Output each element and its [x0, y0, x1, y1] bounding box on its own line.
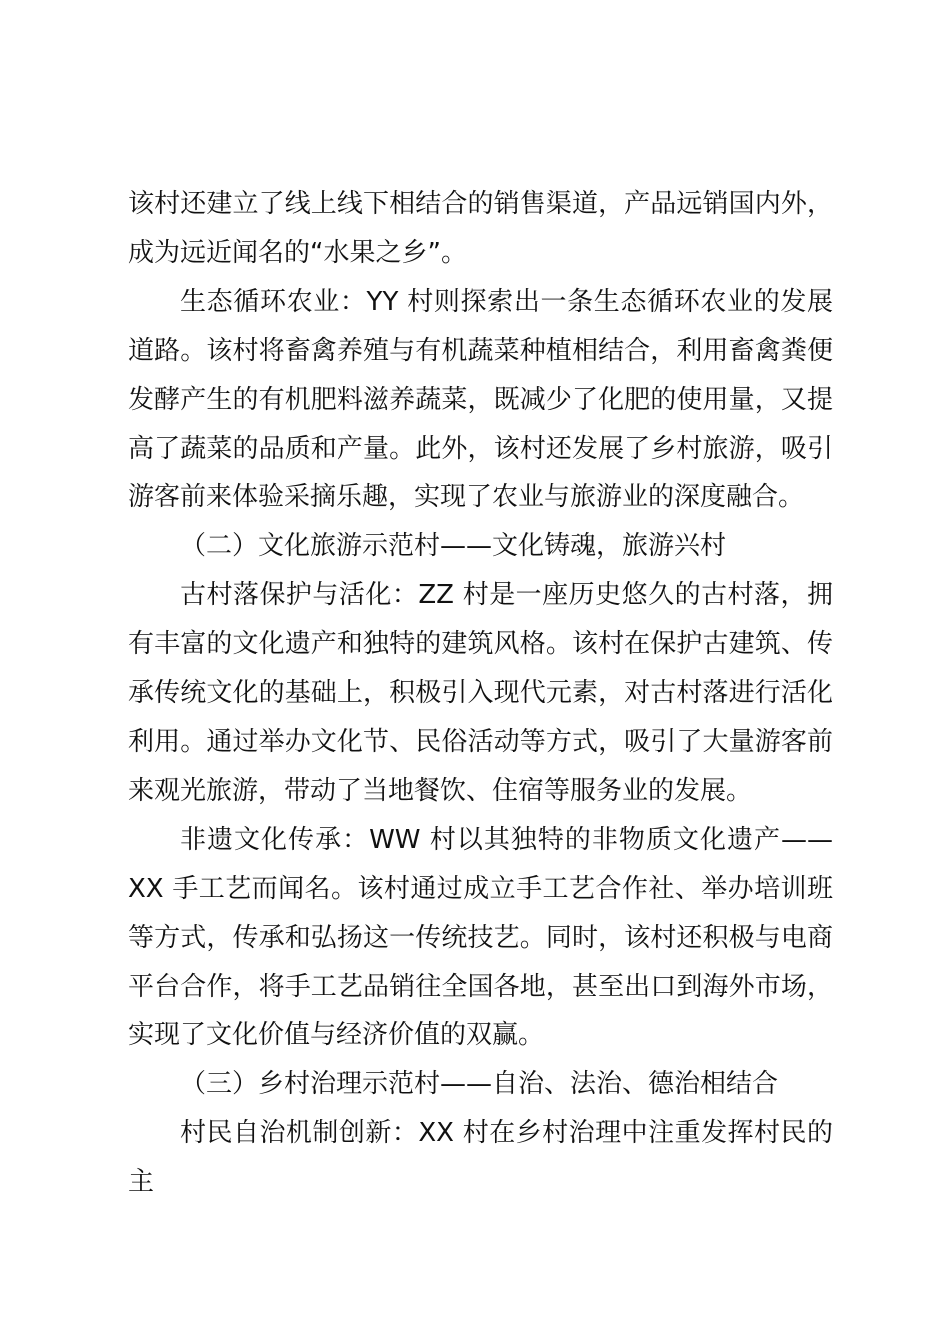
document-body: [128, 180, 833, 1207]
paragraph-eco-agriculture: 生态循环农业：YY 村则探索出一条生态循环农业的发展道路。该村将畜禽养殖与有机蔬菜种植相结合，利用畜禽粪便发酵产生的有机肥料滋养蔬菜，既减少了化肥的使用量，又提高了蔬菜的品质和产量。此外，该村还发展了乡村旅游，吸引游客前来体验采摘乐趣，实现了农业与旅游业的深度融合。: [128, 286, 833, 513]
paragraph-ancient-village: 古村落保护与活化：ZZ 村是一座历史悠久的古村落，拥有丰富的文化遗产和独特的建筑风格。该村在保护古建筑、传承传统文化的基础上，积极引入现代元素，对古村落进行活化利用。通过举办文化节、民俗活动等方式，吸引了大量游客前来观光旅游，带动了当地餐饮、住宿等服务业的发展。: [128, 580, 833, 806]
paragraph-intangible-heritage: 非遗文化传承：WW 村以其独特的非物质文化遗产——XX 手工艺而闻名。该村通过成立手工艺合作社、举办培训班等方式，传承和弘扬这一传统技艺。同时，该村还积极与电商平台合作，将手工艺品销往全国各地，甚至出口到海外市场，实现了文化价值与经济价值的双赢。: [128, 824, 833, 1051]
paragraph-continuation: 该村还建立了线上线下相结合的销售渠道，产品远销国内外，成为远近闻名的“水果之乡”。: [128, 189, 833, 268]
section-heading-rural-governance: （三）乡村治理示范村——自治、法治、德治相结合: [180, 1069, 779, 1100]
section-heading-culture-tourism: （二）文化旅游示范村——文化铸魂，旅游兴村: [180, 531, 727, 562]
paragraph-villager-autonomy: 村民自治机制创新：XX 村在乡村治理中注重发挥村民的主: [128, 1118, 833, 1198]
